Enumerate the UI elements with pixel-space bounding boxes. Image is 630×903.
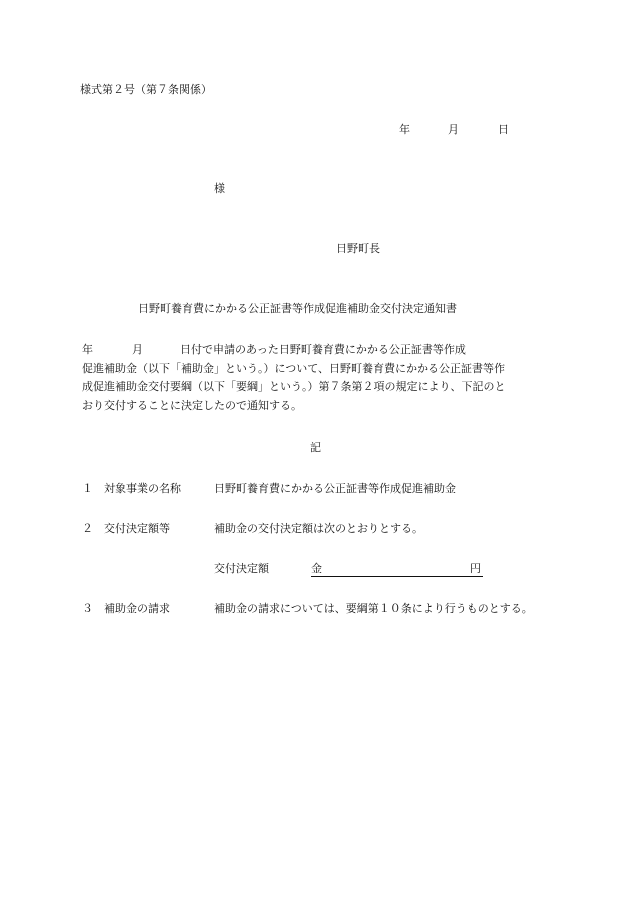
- body-line-2: 促進補助金（以下「補助金」という。）について、日野町養育費にかかる公正証書等作: [82, 361, 506, 375]
- body-line-1: [82, 341, 562, 360]
- amount-suffix: 円: [470, 562, 481, 575]
- ki-heading: 記: [310, 441, 321, 454]
- form-number: 様式第２号（第７条関係）: [80, 83, 212, 96]
- item-number: ２: [82, 522, 93, 535]
- body-line-3: 成促進補助金交付要綱（以下「要綱」という。）第７条第２項の規定により、下記のと: [82, 380, 506, 394]
- amount-label: 交付決定額: [214, 562, 269, 575]
- body-line-4: おり交付することに決定したので通知する。: [82, 398, 302, 412]
- item-label: 対象事業の名称: [104, 482, 181, 495]
- date-month: 月: [448, 123, 459, 136]
- item-number: ３: [82, 602, 93, 615]
- body-year: 年: [82, 343, 93, 356]
- document-title: 日野町養育費にかかる公正証書等作成促進補助金交付決定通知書: [138, 302, 457, 315]
- amount-prefix: 金: [311, 562, 322, 575]
- date-year: 年: [399, 123, 410, 136]
- item-value: 補助金の請求については、要綱第１０条により行うものとする。: [214, 602, 533, 615]
- item-value: 日野町養育費にかかる公正証書等作成促進補助金: [214, 482, 456, 495]
- item-number: １: [82, 482, 93, 495]
- item-label: 補助金の請求: [104, 602, 170, 615]
- body-month: 月: [132, 343, 143, 356]
- body-line-1-rest: 日付で申請のあった日野町養育費にかかる公正証書等作成: [180, 343, 466, 356]
- amount-field: [311, 562, 483, 577]
- addressee-suffix: 様: [214, 182, 225, 195]
- body-paragraph: [82, 341, 562, 415]
- item-label: 交付決定額等: [104, 522, 170, 535]
- issuer: 日野町長: [336, 242, 380, 255]
- item-value: 補助金の交付決定額は次のとおりとする。: [214, 522, 423, 535]
- date-day: 日: [498, 123, 509, 136]
